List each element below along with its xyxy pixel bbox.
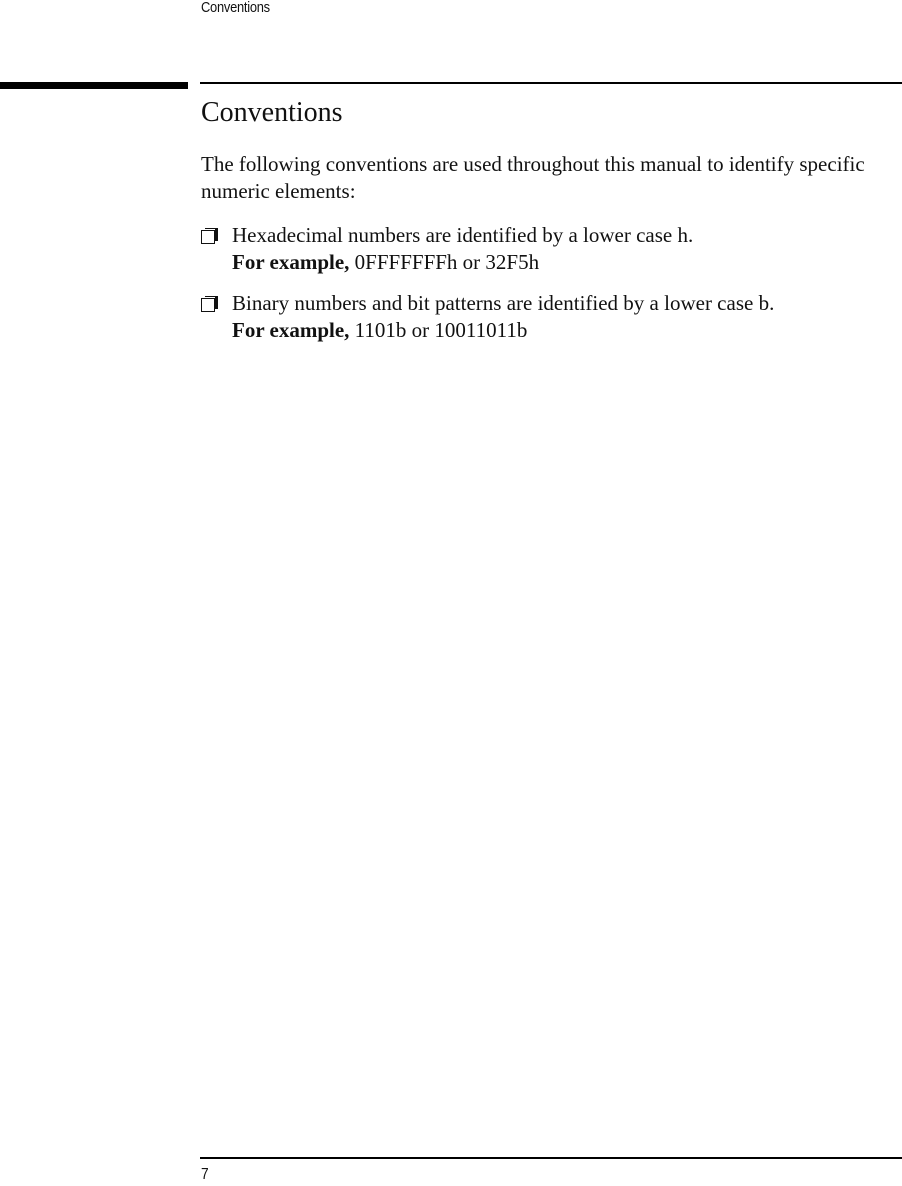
bullet-text: Hexadecimal numbers are identified by a lower case h. — [232, 223, 694, 247]
intro-paragraph: The following conventions are used throughout this manual to identify specific numeric elements: — [201, 152, 865, 203]
page-number: 7 — [201, 1166, 209, 1183]
example-value: 1101b or 10011011b — [349, 318, 528, 342]
bullet-text: Binary numbers and bit patterns are identified by a lower case b. — [232, 291, 775, 315]
checkbox-icon — [201, 296, 218, 313]
example-label: For example, — [232, 250, 350, 274]
section-marker-bar — [0, 82, 188, 89]
section-divider-top — [200, 82, 902, 84]
checkbox-icon — [201, 228, 218, 245]
section-title: Conventions — [201, 97, 343, 128]
list-item-binary — [201, 290, 899, 344]
running-header: Conventions — [201, 0, 270, 16]
conventions-list — [201, 222, 899, 358]
example-value: 0FFFFFFFh or 32F5h — [349, 250, 540, 274]
footer-divider — [200, 1157, 902, 1159]
list-item-hexadecimal — [201, 222, 899, 276]
example-label: For example, — [232, 318, 350, 342]
